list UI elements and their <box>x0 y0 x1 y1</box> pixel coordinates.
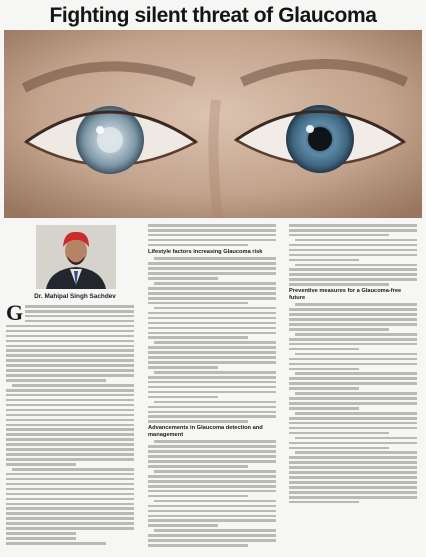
body-text-line <box>6 414 134 417</box>
body-text-line <box>148 510 276 513</box>
subheading-lifestyle-risk: Lifestyle factors increasing Glaucoma risk <box>148 248 263 255</box>
body-text-line <box>148 460 276 463</box>
body-text-line <box>6 428 134 431</box>
body-text-line <box>148 490 276 493</box>
body-text-line <box>295 372 417 375</box>
body-text-line <box>289 471 417 474</box>
body-text-line <box>6 463 76 466</box>
body-text-line <box>295 333 417 336</box>
body-text-line <box>6 369 134 372</box>
body-text-line <box>6 522 134 525</box>
body-text-line <box>148 544 248 547</box>
body-text-line <box>148 515 276 518</box>
body-text-line <box>289 456 417 459</box>
body-text-line <box>148 317 276 320</box>
body-text-line <box>6 433 134 436</box>
body-text-line <box>6 335 134 338</box>
body-text-line <box>289 313 417 316</box>
body-text-line <box>289 496 417 499</box>
body-text-line <box>148 346 276 349</box>
body-text-line <box>6 478 134 481</box>
body-text-line <box>289 476 417 479</box>
body-text-line <box>6 532 76 535</box>
body-text-line <box>295 239 417 242</box>
body-text-line <box>295 437 417 440</box>
body-text-line <box>148 336 248 339</box>
body-text-line <box>289 466 417 469</box>
body-text-line <box>6 340 134 343</box>
body-text-line <box>148 450 276 453</box>
body-text-line <box>289 407 359 410</box>
body-text-line <box>6 458 134 461</box>
body-text-line <box>154 282 276 285</box>
body-text-line <box>148 292 276 295</box>
body-text-line <box>289 358 417 361</box>
body-text-line <box>148 327 276 330</box>
body-text-line <box>148 302 248 305</box>
author-photo <box>36 225 116 289</box>
body-text-line <box>289 283 389 286</box>
body-text-line <box>148 332 276 335</box>
body-text-line <box>154 470 276 473</box>
body-text-line <box>154 307 276 310</box>
body-text-line <box>25 315 134 318</box>
body-text-line <box>6 493 134 496</box>
body-text-line <box>148 396 218 399</box>
body-text-line <box>25 320 134 323</box>
body-text-line <box>148 386 276 389</box>
body-text-line <box>289 447 389 450</box>
body-text-line <box>154 341 276 344</box>
body-text-line <box>25 305 134 308</box>
body-text-line <box>295 264 417 267</box>
body-text-line <box>6 453 134 456</box>
body-text-line <box>148 262 276 265</box>
body-text-line <box>148 267 276 270</box>
body-text-line <box>148 475 276 478</box>
body-text-line <box>289 338 417 341</box>
body-text-line <box>289 427 417 430</box>
body-text-line <box>289 229 417 232</box>
body-text-line <box>148 415 276 418</box>
body-text-line <box>6 379 106 382</box>
body-text-line <box>148 406 276 409</box>
body-text-line <box>6 448 134 451</box>
body-text-line <box>6 527 134 530</box>
byline: Dr. Mahipal Singh Sachdev <box>34 293 116 300</box>
body-text-line <box>289 348 359 351</box>
body-text-line <box>289 422 417 425</box>
body-text-line <box>148 381 276 384</box>
body-text-line <box>148 505 276 508</box>
body-text-line <box>6 325 134 328</box>
body-text-line <box>6 409 134 412</box>
body-text-line <box>6 483 134 486</box>
body-text-line <box>154 529 276 532</box>
body-text-line <box>295 303 417 306</box>
body-text-line <box>154 401 276 404</box>
body-text-line <box>289 486 417 489</box>
body-text-line <box>148 465 248 468</box>
body-text-line <box>289 387 359 390</box>
dropcap: G <box>6 304 24 325</box>
body-text-line <box>148 297 276 300</box>
body-text-line <box>6 537 76 540</box>
article-column-3 <box>289 224 417 553</box>
subheading-preventive-measures: Preventive measures for a Glaucoma-free future <box>289 288 402 301</box>
body-text-line <box>6 542 106 545</box>
article-column-2 <box>148 224 276 553</box>
body-text-line <box>289 382 417 385</box>
body-text-line <box>148 272 276 275</box>
body-text-line <box>289 328 389 331</box>
body-text-line <box>289 278 417 281</box>
body-text-line <box>289 249 417 252</box>
body-text-line <box>6 507 134 510</box>
body-text-line <box>148 244 248 247</box>
body-text-line <box>6 394 134 397</box>
body-text-line <box>289 501 359 504</box>
body-text-line <box>289 308 417 311</box>
body-text-line <box>6 419 134 422</box>
article-headline: Fighting silent threat of Glaucoma <box>49 4 377 27</box>
body-text-line <box>6 374 134 377</box>
body-text-line <box>6 443 134 446</box>
body-text-line <box>289 234 389 237</box>
body-text-line <box>6 345 134 348</box>
body-text-line <box>154 257 276 260</box>
body-text-line <box>6 354 134 357</box>
body-text-line <box>6 349 134 352</box>
body-text-line <box>154 371 276 374</box>
body-text-line <box>6 330 134 333</box>
body-text-line <box>289 224 417 227</box>
body-text-line <box>6 512 134 515</box>
body-text-line <box>148 480 276 483</box>
body-text-line <box>295 412 417 415</box>
body-text-line <box>6 498 134 501</box>
body-text-line <box>148 356 276 359</box>
body-text-line <box>148 519 276 522</box>
body-text-line <box>148 351 276 354</box>
lead-paragraph <box>6 304 134 325</box>
body-text-line <box>6 389 134 392</box>
body-text-line <box>148 539 276 542</box>
body-text-line <box>148 366 218 369</box>
body-text-line <box>12 384 134 387</box>
body-text-line <box>148 277 218 280</box>
body-text-line <box>289 442 417 445</box>
body-text-line <box>289 397 417 400</box>
body-text-line <box>6 399 134 402</box>
body-text-line <box>148 312 276 315</box>
body-text-line <box>148 322 276 325</box>
body-text-line <box>148 455 276 458</box>
body-text-line <box>289 273 417 276</box>
body-text-line <box>148 224 276 227</box>
body-text-line <box>295 392 417 395</box>
body-text-line <box>6 359 134 362</box>
body-text-line <box>148 534 276 537</box>
body-text-line <box>148 391 276 394</box>
body-text-line <box>289 259 359 262</box>
body-text-line <box>148 411 276 414</box>
body-text-line <box>289 244 417 247</box>
subheading-advancements: Advancements in Glaucoma detection and management <box>148 425 263 438</box>
body-text-line <box>148 420 248 423</box>
body-text-line <box>148 287 276 290</box>
body-text-line <box>289 363 417 366</box>
body-text-line <box>289 268 417 271</box>
body-text-line <box>289 368 359 371</box>
body-text-line <box>154 440 276 443</box>
body-text-line <box>6 404 134 407</box>
body-text-line <box>295 451 417 454</box>
body-text-line <box>6 364 134 367</box>
body-text-line <box>289 323 417 326</box>
body-text-line <box>289 402 417 405</box>
body-text-line <box>148 495 248 498</box>
body-text-line <box>148 229 276 232</box>
body-text-line <box>289 461 417 464</box>
body-text-line <box>6 488 134 491</box>
body-text-line <box>6 473 134 476</box>
body-text-line <box>295 353 417 356</box>
body-text-line <box>6 424 134 427</box>
body-text-line <box>148 445 276 448</box>
body-text-line <box>148 376 276 379</box>
eye-close-up-image <box>4 30 422 218</box>
body-text-line <box>148 361 276 364</box>
body-text-line <box>289 417 417 420</box>
body-text-line <box>148 485 276 488</box>
body-text-line <box>148 239 276 242</box>
body-text-line <box>12 468 134 471</box>
body-text-line <box>289 491 417 494</box>
body-text-line <box>289 254 417 257</box>
body-text-line <box>6 438 134 441</box>
body-text-line <box>289 377 417 380</box>
body-text-line <box>25 310 134 313</box>
body-text-line <box>289 318 417 321</box>
body-text-line <box>148 524 218 527</box>
body-text-line <box>148 234 276 237</box>
body-text-line <box>289 343 417 346</box>
article-column-1 <box>6 304 134 553</box>
body-text-line <box>154 500 276 503</box>
body-text-line <box>289 432 389 435</box>
body-text-line <box>6 517 134 520</box>
body-text-line <box>289 481 417 484</box>
body-text-line <box>6 503 134 506</box>
